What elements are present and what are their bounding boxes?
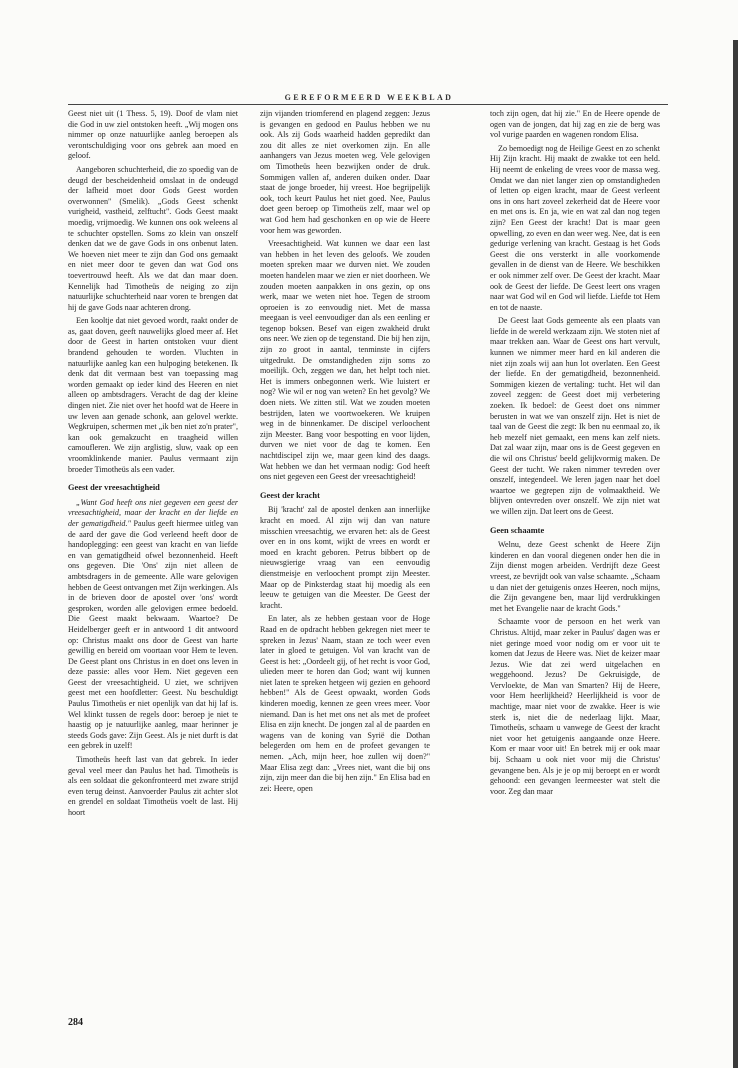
- paragraph: toch zijn ogen, dat hij zie." En de Heere opende de ogen van de jongen, dat hij zag en zie de berg was vol vurige paarden en wagenen rondom Elisa.: [490, 109, 660, 140]
- paragraph: Aangeboren schuchterheid, die zo spoedig van de deugd der bescheidenheid omslaat in de ondeugd der lafheid moet door Gods Geest worden overwonnen" (Smelik). „Gods Geest schenkt vurigheid, vastheid, zelftucht". Gods Geest maakt moedig, vrijmoedig. We kunnen ons ook weleens al te schuchter opstellen. Soms zo klein van onszelf denken dat we de gave Gods in ons onbenut laten. We hoeven niet meer te zijn dan God ons gemaakt en niet meer door te geven dan wat God ons toevertrouwd heeft. Als we dat dan maar doen. Kennelijk had Timotheüs de neiging zo zijn natuurlijke schuchterheid naar voren te brengen dat hij de gave Gods naar achteren drong.: [68, 164, 238, 312]
- column-right: [490, 109, 660, 800]
- paragraph: zijn vijanden triomferend en plagend zeggen: Jezus is gevangen en gedood en Paulus hebben we nu ook. Als zij Gods waarheid hadden gepredikt dan zou dit alles ze niet overkomen zijn. En alle aanhangers van Jezus moeten weg. Vele gelovigen om Timotheüs heen bezwijken onder de druk. Sommigen vallen af, anderen duiken onder. Daar staat de jonge broeder, hij vreest. Hoe begrijpelijk ook, toch keurt Paulus het niet goed. Nee, Paulus doet geen beroep op Timotheüs zelf, maar wel op wat God hem had geschonken en op wie de Heere voor hem was geworden.: [260, 109, 430, 235]
- section-heading: Geest der vreesachtigheid: [68, 483, 160, 493]
- page-number: 284: [68, 1017, 83, 1028]
- paragraph: En later, als ze hebben gestaan voor de Hoge Raad en de opdracht hebben gekregen niet meer te spreken in Jezus' Naam, staan ze toch weer even later in gloed te getuigen. Vol van kracht van de Geest is het: „Oordeelt gij, of het recht is voor God, ulieden meer te horen dan God; want wij kunnen niet laten te spreken hetgeen wij gezien en gehoord hebben!" Als de Geest opwaakt, worden Gods kinderen moedig, kennen ze geen vrees meer. Voor niemand. Dan is het met ons net als met de profeet Elisa en zijn knecht. De jongen zal al de paarden en wagens van de koning van Syrië die Dothan belegerden om hem en de profeet gevangen te nemen. „Ach, mijn heer, hoe zullen wij doen?" Maar Elisa zegt dan: „Vrees niet, want die bij ons zijn, zijn meer dan die bij hen zijn." En Elisa bad en zei: Heere, open: [260, 614, 430, 793]
- quote-commentary: Paulus geeft hiermee uitleg van de aard der gave die God verleend heeft door de handoplegging: een geest van kracht en van liefde en van gematigdheid ofwel bezonnenheid. Heeft ons gegeven. Die 'Ons' zijn niet alleen de ambtsdragers in de gemeente. Alle ware gelovigen hebben de Geest ontvangen met Zijn werkingen. Als in de brieven door de apostel over 'ons' wordt gesproken, worden alle gelovigen ermee bedoeld. Die Geest maakt bekwaam. Waartoe? De Heidelberger geeft er in antwoord 1 dit antwoord op: Christus maakt ons door de Geest van harte gewillig en bereid om voortaan voor Hem te leven. De Geest plant ons Christus in en doet ons leven in deze passie: alles voor Hem. Niet gegeven een Geest der vreesachtigheid. U ziet, we schrijven geest met een hoofdletter: Geest. Nu beschuldigt Paulus Timotheüs er niet openlijk van dat hij laf is. Wel klinkt tussen de regels door: beroep je niet te haastig op je natuurlijke aanleg, maar herinner je steeds Gods gave: Zijn Geest. Als je niet durft is dat een gebrek in uzelf!: [68, 518, 239, 751]
- paragraph: Zo bemoedigt nog de Heilige Geest en zo schenkt Hij Zijn kracht. Hij maakt de zwakke tot een held. Hij neemt de enkeling de vrees voor de massa weg. Omdat we dan niet langer zien op omstandigheden of letten op eigen kracht, maar de Geest verleent ons in ons hart zoveel zekerheid dat de Heere voor en met ons is. En ja, wie en wat zal dan nog tegen zijn? Een Geest der kracht! Dat is maar geen opwelling, zo even en dan weer weg. Nee, dat is een gedurige verlening van kracht. Gestaag is het Gods Geest die ons versterkt in alle voorkomende gevallen in de dienst van de Heere. We beschikken er ook nimmer zelf over. De Geest der kracht. Maar ook de Geest der liefde. De Geest leert ons vragen naar wat God wil en God wil liefde. Liefde tot Hem en tot de naaste.: [490, 143, 660, 312]
- paragraph: Een kooltje dat niet gevoed wordt, raakt onder de as, gaat doven, geeft nauwelijks gloed meer af. Het door de Geest in harten ontstoken vuur dient brandend gehouden te worden. Vluchten in natuurlijke aanleg kan een hulpoging betekenen. Ik denk dat dit vermaan best van toepassing mag worden gemaakt op ieder kind des Heeren en niet alleen op ambtsdragers. Veracht de dag der kleine dingen niet. Zie niet over het hoofd wat de Heere in uw leven aan genade schonk, aan gelovel werkte. Wegkruipen, schermen met „ik ben niet zo'n prater", kan ook gemakzucht en traagheid willen camoufleren. We zijn arglistig, sluw, vaak op een vroomklinkende manier. Paulus vermaant zijn broeder Timotheüs als een vader.: [68, 316, 238, 474]
- paragraph: Vreesachtigheid. Wat kunnen we daar een last van hebben in het leven des geloofs. We zouden moeten spreken maar we durven niet. We zouden moeten handelen maar we zien er niet doorheen. We zouden moeten aanpakken in ons gezin, op ons werk, maar we weten niet hoe. Tegen de stroom oproeien is zo eenvoudig niet. Met de massa meegaan is veel eenvoudiger dan als een eenling er tegenop boksen. Besef van eigen zwakheid drukt ons neer. We zien op de tegenstand. Die bij hen zijn, zijn zo groot in aantal, tenminste in cijfers uitgedrukt. De omstandigheden zijn soms zo moeilijk. Och, zeggen we dan, het helpt toch niet. Het is immers onbegonnen werk. Wie luistert er nog? Wie wil er nog van weten? En het gevolg? We doen niets. We zitten stil. Wat we zouden moeten bestrijden, laten we voortwoekeren. We kruipen weg in de binnenkamer. De discipel verloochent zijn Meester. Bang voor bespotting en voor lijden, durven we niet voor de dag te komen. Een nachtdiscipel zijn we, maar geen kind des daags. Wat hebben we dan het vermaan nodig: God heeft ons niet gegeven een Geest der vreesachtigheid!: [260, 239, 430, 482]
- header-rule: [68, 104, 668, 105]
- paragraph: De Geest laat Gods gemeente als een plaats van liefde in de wereld werkzaam zijn. We stoten niet af maar trekken aan. Waar de Geest ons hart vervult, kunnen we nimmer meer hard en kil anderen die niet zijn zoals wij aan hun lot overlaten. Een Geest der liefde. En der gematigdheid, bezonnenheid. Sommigen kiezen de vertaling: tucht. Het wil dan zoveel zeggen: de Geest doet mij verbetering zoeken. Ik bedoel: de Geest doet ons nimmer berusten in wat we van onszelf zijn. Het is niet de taal van de Geest die zegt: Ik ben nu eenmaal zo, ik heb mezelf niet gemaakt, een mens kan zelf niets. Dat zal waar zijn, maar ons is de Geest gegeven en die wil ons Christus' beeld gelijkvormig maken. De Geest der tucht. We raken nimmer tevreden over onszelf, integendeel. We leren jagen naar het doel waartoe we gegrepen zijn de volmaaktheid. We blijven ontevreden over onszelf. We zijn niet wat we willen zijn. Dat leert ons de Geest.: [490, 316, 660, 516]
- scripture-quote: [68, 498, 238, 752]
- section-heading: Geen schaamte: [490, 525, 545, 535]
- section-heading: Geest der kracht: [260, 490, 320, 500]
- paragraph: Bij 'kracht' zal de apostel denken aan innerlijke kracht en moed. Al zijn wij dan van nature misschien vreesachtig, we ervaren het: als de Geest over en in ons komt, wijkt de vrees en wordt er moed en kracht geboren. Petrus bibbert op de nieuwsgierige vraag van een eenvoudig dienstmeisje en verloochent prompt zijn Meester. Maar op de Pinksterdag staat hij moedig als een leeuw te getuigen van die Meester. De Geest der kracht.: [260, 505, 430, 610]
- column-left: [68, 109, 238, 822]
- quote-text: „Want God heeft ons niet gegeven een geest der vreesachtigheid, maar der kracht en der liefde en der gematigdheid.": [68, 497, 238, 528]
- page-edge: [733, 40, 738, 1068]
- paragraph: Welnu, deze Geest schenkt de Heere Zijn kinderen en dan vooral diegenen onder hen die in Zijn dienst mogen arbeiden. Verdrijft deze Geest vreest, ze bevrijdt ook van valse schaamte. „Schaam u dan niet der getuigenis onzes Heeren, noch mijns, die Zijn gevangene ben, maar lijd verdrukkingen met het Evangelie naar de kracht Gods.": [490, 540, 660, 613]
- column-middle: [260, 109, 430, 797]
- page-header: GEREFORMEERD WEEKBLAD: [284, 93, 454, 102]
- paragraph: Geest niet uit (1 Thess. 5, 19). Doof de vlam niet die God in uw ziel ontstoken heeft. „Wij mogen ons nimmer op onze natuurlijke aanleg beroepen als verontschuldiging voor ons gebrek aan moed en geloof.: [68, 109, 238, 161]
- paragraph: Timotheüs heeft last van dat gebrek. In ieder geval veel meer dan Paulus het had. Timotheüs is als een soldaat die gekonfronteerd met zware strijd even terug deinst. Aanvoerder Paulus zit achter slot en grendel en soldaat Timotheüs voelt de last. Hij hoort: [68, 755, 238, 817]
- paragraph: Schaamte voor de persoon en het werk van Christus. Altijd, maar zeker in Paulus' dagen was er niet geringe moed voor nodig om er voor uit te komen dat Jezus de Heere was. Niet de keizer maar Jezus. Wie dat zei werd uitgelachen en weggehoond. Jezus? De Gekruisigde, de Vervloekte, de Man van Smarten? Hij de Heere, voor Hem heerlijkheid? Heerlijkheid is voor de machtige, maar niet voor de zwakke. Heer is wie sterk is, niet die de nederlaag lijkt. Maar, Timotheüs, schaam u vanwege de Geest der kracht niet voor het getuigenis aangaande onze Heere. Kom er maar voor uit! En betrek mij er ook maar bij. Schaam u ook niet voor mij die Christus' gevangene ben. Als je je op mij beroept en er wordt gehoond: een gevangen leermeester wat stelt die voor. Zeg dan maar: [490, 617, 660, 796]
